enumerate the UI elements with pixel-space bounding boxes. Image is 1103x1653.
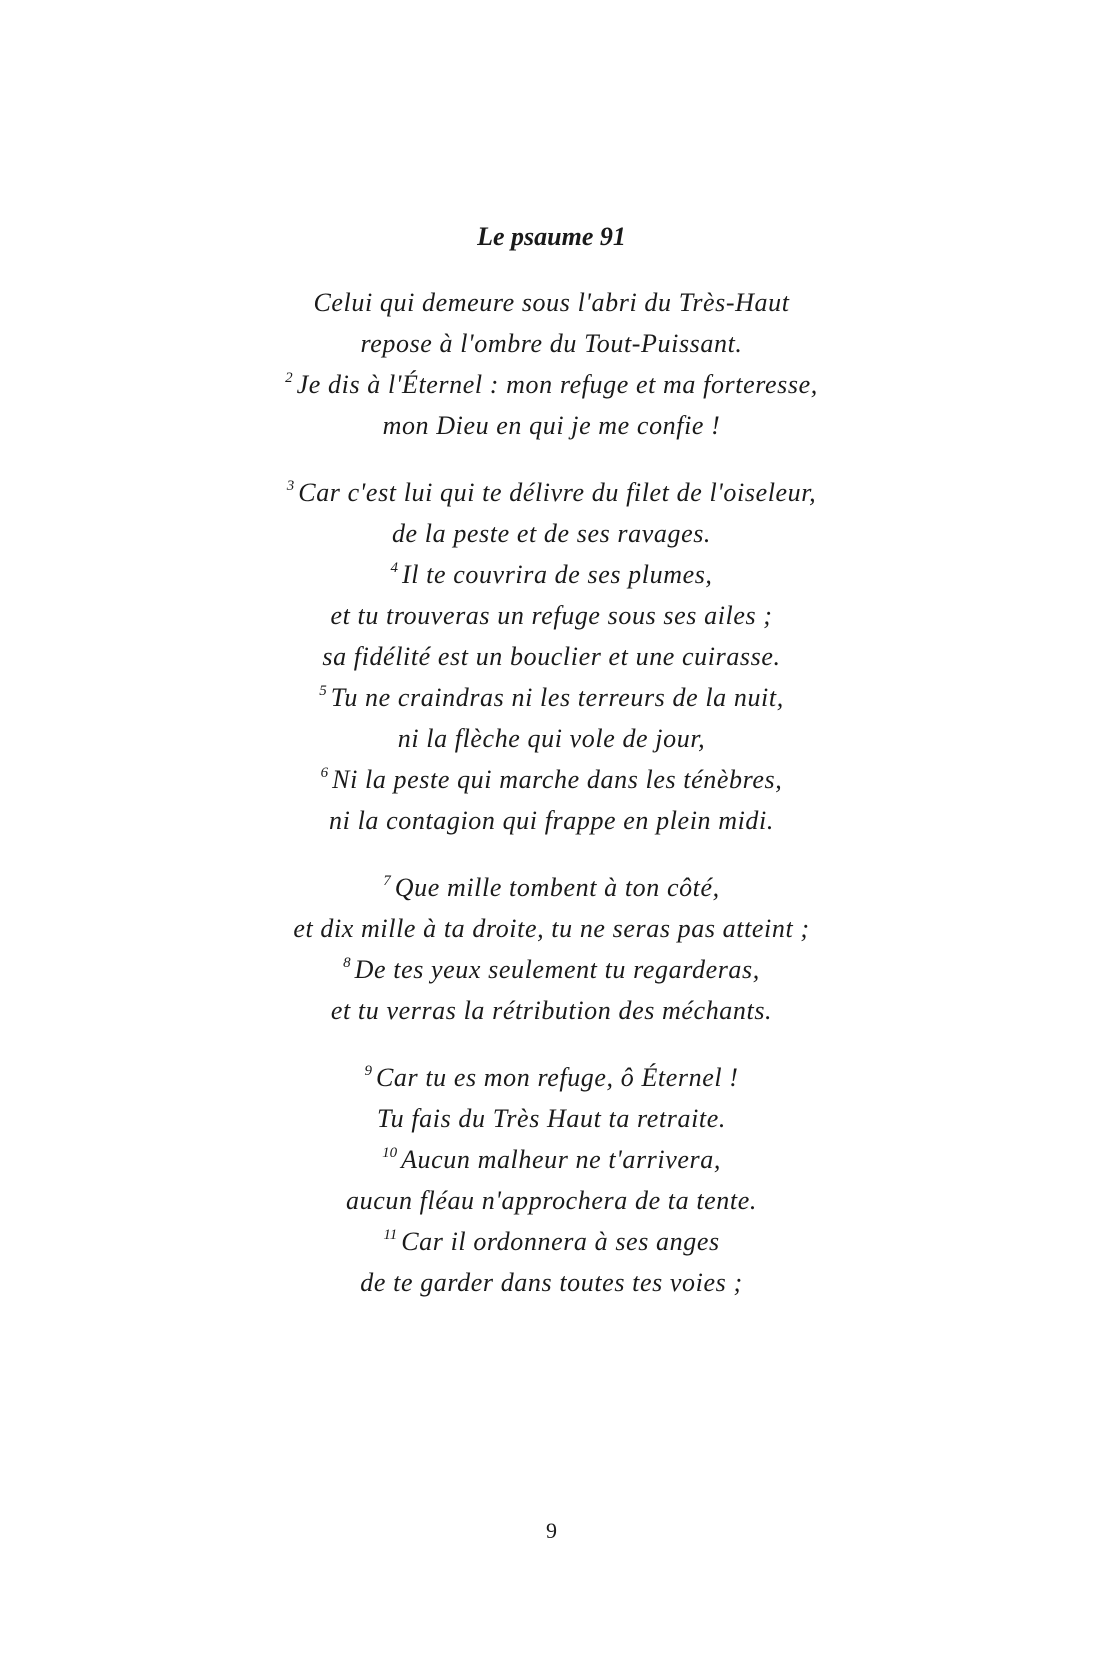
verse-text: Tu fais du Très Haut ta retraite. [377,1104,726,1133]
verse-text: Car c'est lui qui te délivre du filet de l'oiseleur, [298,478,817,507]
page-number: 9 [546,1518,557,1543]
verse-text: ni la flèche qui vole de jour, [397,724,706,753]
verse-number: 4 [390,560,398,576]
verse-number: 7 [383,873,391,889]
verse-line [0,949,1103,990]
verse-line [0,554,1103,595]
verse-line [0,867,1103,908]
verse-line [0,1057,1103,1098]
verse-text: Ni la peste qui marche dans les ténèbres, [332,765,783,794]
verse-text: Tu ne craindras ni les terreurs de la nuit, [330,683,784,712]
verse-text: Que mille tombent à ton côté, [394,873,720,902]
verse-line [0,282,1103,323]
verse-line [0,718,1103,759]
verse-text: et tu trouveras un refuge sous ses ailes ; [330,601,773,630]
verse-line [0,1262,1103,1303]
verse-text: sa fidélité est un bouclier et une cuirasse. [322,642,781,671]
verse-text: repose à l'ombre du Tout-Puissant. [360,329,743,358]
page-title: Le psaume 91 [477,222,626,251]
verse-line [0,636,1103,677]
verse-line [0,1221,1103,1262]
verse-text: De tes yeux seulement tu regarderas, [354,955,760,984]
verse-line [0,323,1103,364]
stanza [0,1057,1103,1303]
verse-number: 6 [320,765,329,781]
verse-line [0,472,1103,513]
verse-line [0,513,1103,554]
verse-line [0,759,1103,800]
stanza [0,867,1103,1031]
verse-number: 8 [343,955,351,971]
verse-text: Celui qui demeure sous l'abri du Très-Haut [313,288,790,317]
psalm-text [0,282,1103,1329]
verse-text: mon Dieu en qui je me confie ! [382,411,721,440]
verse-text: Car il ordonnera à ses anges [401,1227,720,1256]
verse-text: aucun fléau n'approchera de ta tente. [346,1186,757,1215]
verse-number: 11 [383,1227,398,1243]
verse-text: et dix mille à ta droite, tu ne seras pas atteint ; [293,914,810,943]
verse-line [0,364,1103,405]
verse-text: Car tu es mon refuge, ô Éternel ! [375,1063,739,1092]
verse-line [0,800,1103,841]
verse-number: 10 [382,1145,398,1161]
verse-line [0,595,1103,636]
verse-line [0,1139,1103,1180]
verse-line [0,908,1103,949]
verse-number: 5 [319,683,327,699]
verse-number: 9 [364,1063,372,1079]
verse-line [0,405,1103,446]
verse-line [0,677,1103,718]
verse-text: et tu verras la rétribution des méchants. [330,996,773,1025]
stanza [0,282,1103,446]
verse-text: Je dis à l'Éternel : mon refuge et ma forteresse, [296,370,818,399]
verse-text: de te garder dans toutes tes voies ; [360,1268,743,1297]
verse-text: de la peste et de ses ravages. [391,519,712,548]
verse-number: 3 [286,478,295,494]
stanza [0,472,1103,841]
verse-text: Aucun malheur ne t'arrivera, [401,1145,721,1174]
verse-line [0,990,1103,1031]
verse-number: 2 [285,370,293,386]
verse-text: Il te couvrira de ses plumes, [401,560,713,589]
verse-text: ni la contagion qui frappe en plein midi. [329,806,774,835]
verse-line [0,1180,1103,1221]
verse-line [0,1098,1103,1139]
